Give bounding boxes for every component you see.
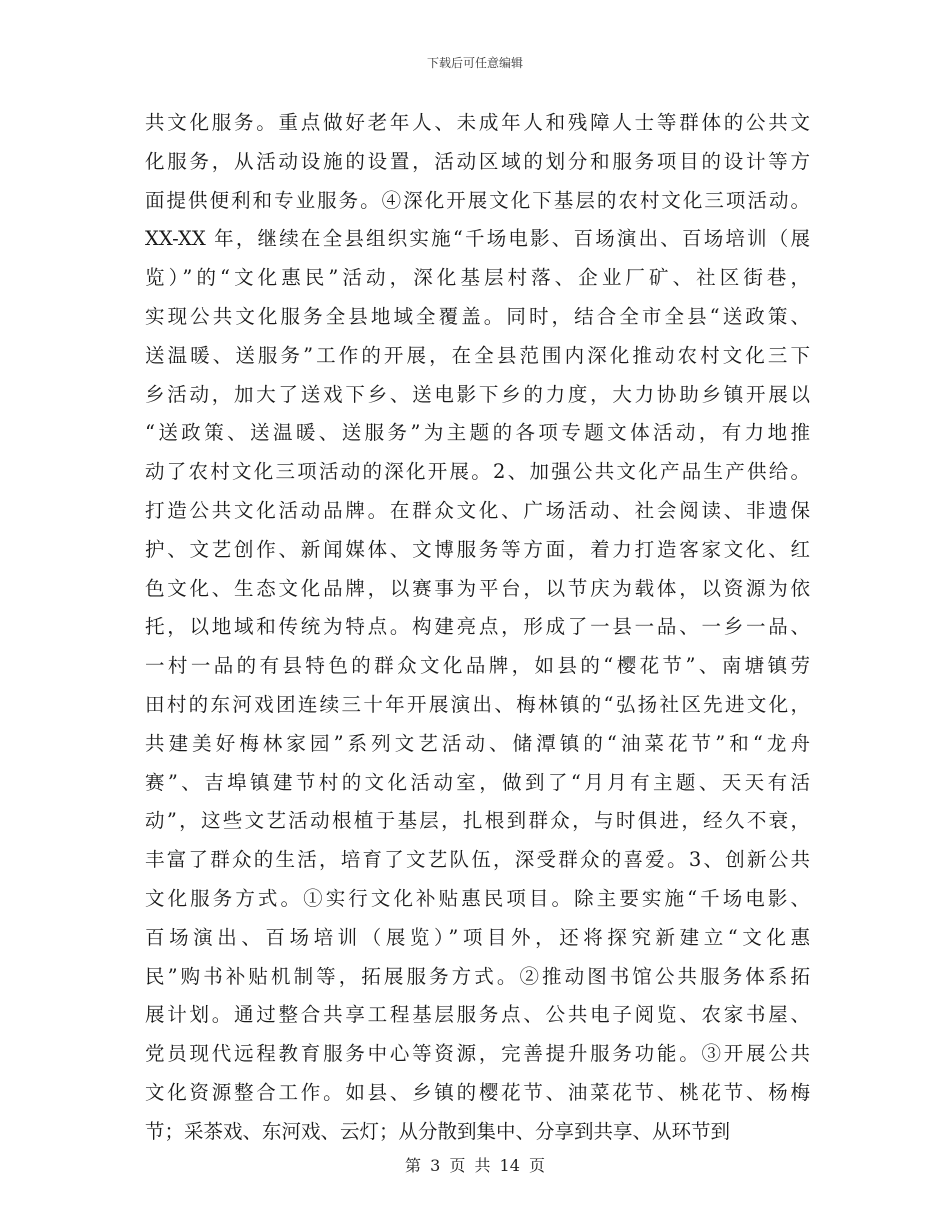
body-line: 实现公共文化服务全县地域全覆盖。同时，结合全市全县“送政策、 <box>145 304 810 328</box>
body-line: 打造公共文化活动品牌。在群众文化、广场活动、社会阅读、非遗保 <box>145 498 810 522</box>
body-line: 田村的东河戏团连续三十年开展演出、梅林镇的“弘扬社区先进文化， <box>145 692 810 716</box>
body-line: 一村一品的有县特色的群众文化品牌，如县的“樱花节”、南塘镇劳 <box>145 654 810 678</box>
body-line: 共文化服务。重点做好老年人、未成年人和残障人士等群体的公共文 <box>145 111 810 134</box>
body-line: 托，以地域和传统为特点。构建亮点，形成了一县一品、一乡一品、 <box>145 615 810 639</box>
body-line: “送政策、送温暖、送服务”为主题的各项专题文体活动，有力地推 <box>145 421 810 445</box>
body-line: 色文化、生态文化品牌，以赛事为平台，以节庆为载体，以资源为依 <box>145 576 810 600</box>
body-line: 党员现代远程教育服务中心等资源，完善提升服务功能。③开展公共 <box>145 1042 810 1066</box>
body-line: 送温暖、送服务”工作的开展，在全县范围内深化推动农村文化三下 <box>145 343 810 367</box>
body-line: 赛”、吉埠镇建节村的文化活动室，做到了“月月有主题、天天有活 <box>145 770 810 794</box>
body-line: 丰富了群众的生活，培育了文艺队伍，深受群众的喜爱。3、创新公共 <box>145 848 810 872</box>
body-line: 乡活动，加大了送戏下乡、送电影下乡的力度，大力协助乡镇开展以 <box>145 382 810 406</box>
body-line: 展计划。通过整合共享工程基层服务点、公共电子阅览、农家书屋、 <box>145 1003 810 1027</box>
body-line: 百场演出、百场培训（展览）”项目外，还将探究新建立“文化惠 <box>145 925 810 949</box>
body-line: 动”，这些文艺活动根植于基层，扎根到群众，与时俱进，经久不衰， <box>145 809 810 833</box>
body-line: 文化服务方式。①实行文化补贴惠民项目。除主要实施“千场电影、 <box>145 886 810 910</box>
body-line: 面提供便利和专业服务。④深化开展文化下基层的农村文化三项活动。 <box>145 188 810 212</box>
body-line: 动了农村文化三项活动的深化开展。2、加强公共文化产品生产供给。 <box>145 460 810 484</box>
page-footer: 第 3 页 共 14 页 <box>405 1156 545 1175</box>
body-line: 文化资源整合工作。如县、乡镇的樱花节、油菜花节、桃花节、杨梅 <box>145 1080 810 1104</box>
body-line: 护、文艺创作、新闻媒体、文博服务等方面，着力打造客家文化、红 <box>145 537 810 561</box>
page-header: 下载后可任意编辑 <box>426 56 523 70</box>
body-line: 化服务，从活动设施的设置，活动区域的划分和服务项目的设计等方 <box>145 149 810 173</box>
body-line: 共建美好梅林家园”系列文艺活动、储潭镇的“油菜花节”和“龙舟 <box>145 731 810 755</box>
body-line: XX-XX 年，继续在全县组织实施“千场电影、百场演出、百场培训（展 <box>145 227 810 251</box>
body-line: 览）”的“文化惠民”活动，深化基层村落、企业厂矿、社区街巷， <box>145 266 810 290</box>
body-line: 民”购书补贴机制等，拓展服务方式。②推动图书馆公共服务体系拓 <box>145 964 810 988</box>
document-body <box>145 104 810 1152</box>
body-line: 节；采茶戏、东河戏、云灯；从分散到集中、分享到共享、从环节到 <box>145 1119 731 1143</box>
